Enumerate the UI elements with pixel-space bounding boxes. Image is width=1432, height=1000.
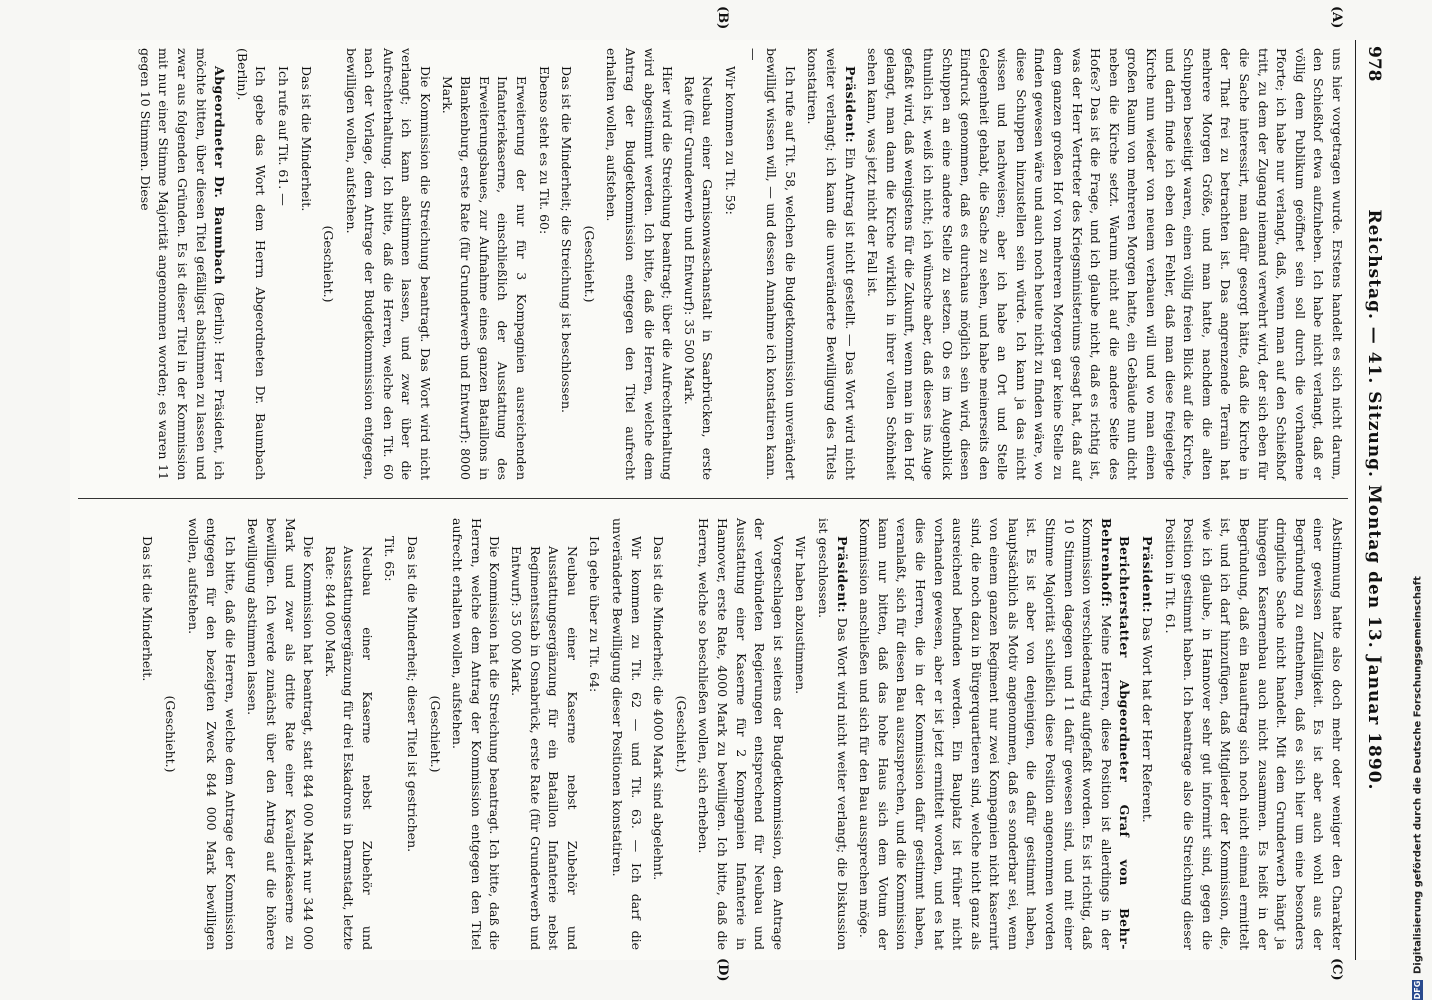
paragraph: Hier wird die Streichung beantragt; über die Aufrechterhaltung wird abgestimmt werden. Ich bitte, daß die Herren, welche dem Antrag der Budgetkommission entgegen den Titel aufrecht erhalten wollen, aufstehen.	[604, 48, 676, 480]
paragraph: Ich rufe auf Tit. 58, welchen die Budgetkommission unverändert bewilligt wissen will, — und dessen Annahme ich konstatiren kann. —	[745, 48, 798, 480]
margin-mark-d: (D)	[715, 958, 730, 982]
interjection: (Geschieht.)	[673, 695, 689, 773]
speech-text: Das Wort hat der Herr Referent.	[1140, 617, 1156, 823]
president-statement	[813, 518, 850, 950]
column-divider	[78, 498, 1348, 499]
speech-text: Meine Herren, diese Position ist allerdings in der Kommission verschiedenartig aufgefaßt worden. Es ist richtig, daß 10 Stimmen dagegen und 11 dafür gewesen sind, und mit einer Stimme Majorität schließlich diese Position angenommen worden ist. Es ist aber von denjenigen, die dafür gestimmt haben, hauptsächlich als Motiv angenommen, daß es sonderbar sei, wenn von einem ganzen Regiment nur zwei Kompagnien nicht kasernirt sind, die noch dazu in Bürgerquartieren sind, welche nicht ganz als ausreichend befunden werden. Ein Bauplatz ist früher nicht vorhanden gewesen, aber er ist jetzt ermittelt worden, und es hat dies die Herren, die in der Kommission dafür gestimmt haben, veranlaßt, sich für diesen Bau auszusprechen, und die Kommission kann nur bitten, daß das hohe Haus sich dem Votum der Kommission anschließen und sich für den Bau aussprechen möge.	[857, 518, 1114, 950]
speech-text: Ein Antrag ist nicht gestellt. — Das Wort wird nicht weiter verlangt; ich kann die unveränderte Bewilligung des Titels konstatiren.	[805, 48, 858, 480]
paragraph: Wir haben abzustimmen.	[793, 536, 809, 695]
interjection: (Geschieht.)	[581, 225, 597, 303]
budget-item: Neubau einer Kaserne nebst Zubehör und Ausstattungsergänzung für drei Eskadrons in Darmstadt, letzte Rate: 844 000 Mark.	[322, 546, 375, 950]
paragraph: Ebenso steht es zu Tit. 60:	[536, 66, 552, 235]
paragraph: Wir kommen zu Tit. 62 — und Tit. 63. — Ich darf die unveränderte Bewilligung dieser Positionen konstatiren.	[610, 518, 644, 950]
margin-mark-a: (A)	[1329, 6, 1344, 29]
paragraph: Die Kommission die Streichung beantragt. Das Wort wird nicht verlangt; ich kann abstimmen lassen, und zwar über die Aufrechterhaltung. Ich bitte, daß die Herren, welche den Tit. 60 nach der Vorlage, dem Antrage der Budgetkommission entgegen, bewilligen wollen, aufstehen.	[343, 48, 434, 480]
paragraph: Das ist die Minderheit; die 4000 Mark sind abgelehnt.	[651, 536, 667, 881]
margin-mark-b: (B)	[715, 6, 730, 30]
budget-item: Neubau einer Kaserne nebst Zubehör und Ausstattungsergänzung für ein Bataillon Infanterie nebst Regimentsstab in Osnabrück, erste Rate (für Grunderwerb und Entwurf): 35 000 Mark.	[509, 546, 580, 950]
budget-item: Erweiterung der nur für 3 Kompagnien ausreichenden Infanteriekaserne, einschließlich der Ausstattung des Erweiterungsbaues, zur Aufnahme eines ganzen Bataillons in Blankenburg, erste Rate (für Grunderwerb und Entwurf): 8000 Mark.	[439, 76, 530, 480]
speaker-name: Präsident:	[842, 66, 858, 144]
paragraph: Das ist die Minderheit.	[140, 536, 156, 682]
paragraph: Ich gehe über zu Tit. 64:	[587, 536, 603, 693]
page-number: 978	[1364, 46, 1384, 82]
speaker-name: Abgeordneter Dr. Baumbach	[212, 66, 228, 285]
interjection: (Geschieht.)	[162, 695, 178, 773]
interjection: (Geschieht.)	[321, 225, 337, 303]
paragraph: Ich gebe das Wort dem Herrn Abgeordneten Dr. Baumbach (Berlin).	[234, 48, 269, 480]
speaker-name: Berichterstatter Abgeordneter Graf von Behr-Behrenhoff:	[1098, 518, 1133, 950]
margin-mark-c: (C)	[1329, 958, 1344, 981]
paragraph: Wir kommen zu Tit. 59:	[723, 66, 738, 215]
running-title: Reichstag. — 41. Sitzung. Montag den 13. Januar 1890.	[1364, 209, 1384, 791]
document-page	[70, 6, 1390, 982]
paragraph: Das ist die Minderheit; dieser Titel ist gestrichen.	[405, 536, 421, 853]
right-column	[134, 518, 1346, 950]
interjection: (Geschieht.)	[427, 695, 443, 773]
paragraph: Ich bitte, daß die Herren, welche dem Antrage der Kommission entgegen für den bezeigten Zweck 844 000 Mark bewilligen wollen, aufstehen.	[185, 518, 238, 950]
speaker-name: Präsident:	[1140, 536, 1156, 614]
referent-statement	[855, 518, 1134, 950]
budget-item: Neubau einer Garnisonwaschanstalt in Saarbrücken, erste Rate (für Grunderwerb und Entwurf): 35 500 Mark.	[681, 76, 716, 480]
dfg-logo-icon: DFG	[1413, 980, 1422, 1000]
digitization-credit	[1412, 576, 1428, 1000]
speech-text: (Berlin): Herr Präsident, ich möchte bitten, über diesen Titel gefälligst abstimmen zu lassen und zwar aus folgenden Gründen. Es ist dieser Titel in der Kommission mit nur einer Stimme Majorität angenommen worden; es waren 11 gegen 10 Stimmen. Diese	[137, 48, 228, 480]
paragraph: Vorgeschlagen ist seitens der Budgetkommission, dem Antrage der verbündeten Regierungen entsprechend für Neubau und Ausstattung einer Kaserne für 2 Kompagnien Infanterie in Hannover, erste Rate, 4000 Mark zu bewilligen. Ich bitte, daß die Herren, welche so beschließen wollen, sich erheben.	[696, 518, 786, 950]
left-column	[131, 48, 1346, 480]
paragraph: Die Kommission hat beantragt, statt 844 000 Mark nur 344 000 Mark und zwar als dritte Rate einer Kavalleriekaserne zu bewilligen. Ich werde zunächst über den Antrag auf die höhere Bewilligung abstimmen lassen.	[245, 518, 317, 950]
president-statement	[1137, 518, 1156, 950]
paragraph: Ich rufe auf Tit. 61. —	[275, 66, 291, 206]
credit-text: Digitalisierung gefördert durch die Deutsche Forschungsgemeinschaft	[1412, 576, 1424, 974]
paragraph: Das ist die Minderheit.	[298, 66, 314, 212]
president-statement	[803, 48, 859, 480]
paragraph: Abstimmung hatte also doch mehr oder weniger den Charakter einer gewissen Zufälligkeit. Es ist aber auch wohl aus der Begründung zu entnehmen, daß es sich hier um eine besonders dringliche Sache nicht handelt. Mit dem Grunderwerb hängt ja hingegen Kasernenbau auch nicht zusammen. Es heißt in der Begründung, daß ein Bauauftrag sich noch nicht einmal ermittelt ist, und ich darf hinzufügen, daß Mitglieder der Kommission, die, wie ich glaube, in Hannover sehr gut informirt sind, gegen die Position gestimmt haben. Ich beantrage also die Streichung dieser Position in Tit. 61.	[1162, 518, 1345, 950]
baumbach-statement	[135, 48, 228, 480]
paragraph: Das ist die Minderheit; die Streichung ist beschlossen.	[559, 66, 575, 414]
page-header	[1355, 40, 1390, 960]
paragraph: Die Kommission hat die Streichung beantragt. Ich bitte, daß die Herren, welche dem Antrag der Kommission entgegen den Titel aufrecht erhalten wollen, aufstehen.	[450, 518, 503, 950]
speech-text: Das Wort wird nicht weiter verlangt; die Diskussion ist geschlossen.	[815, 518, 850, 950]
paragraph: uns hier vorgetragen wurde. Erstens handelt es sich nicht darum, den Schießhof etwa aufzuheben. Ich habe nicht verlangt, daß er völlig dem Publikum geöffnet sein soll durch die vorhandene Pforte; ich habe nur verlangt, daß, wenn man auf den Schießhof tritt, zu dem der Zugang niemand verwehrt wird, der sich eben für die Sache interessirt, man dafür gesorgt hätte, daß die Kirche in der That frei zu betrachten ist. Das angrenzende Terrain hat mehrere Morgen Größe, und man hatte, nachdem die alten Schuppen beseitigt waren, einen völlig freien Blick auf die Kirche, und darin finde ich eben den Fehler, daß man diese freigelegte Kirche nun wieder von neuem verbauen will und wo man einen großen Raum von mehreren Morgen hatte, ein Gebäude nun dicht neben die Kirche setzt. Warum nicht auf die andere Seite des Hofes? Das ist die Frage, und ich glaube nicht, daß es richtig ist, was der Herr Vertreter des Kriegsministeriums gesagt hat, daß auf dem ganzen großen Hof von mehreren Morgen gar keine Stelle zu finden gewesen wäre und auch noch heute nicht zu finden wäre, wo diese Schuppen hinzustellen sein würde. Ich kann ja das nicht wissen und nachweisen; aber ich habe an Ort und Stelle Gelegenheit gehabt, die Sache zu sehen, und habe meinerseits den Eindruck genommen, daß es durchaus möglich sein wird, diesen Schuppen an eine andere Stelle zu setzen. Ob es im Augenblick thunlich ist, weiß ich nicht; ich wünsche aber, daß dieses ins Auge gefaßt wird, daß wenigstens für die Zukunft, wenn man in den Hof gelangt, man dann die Kirche wirklich in ihrer vollen Schönheit sehen kann, was jetzt nicht der Fall ist.	[865, 48, 1345, 480]
speaker-name: Präsident:	[834, 536, 850, 614]
paragraph: Tit. 65:	[382, 536, 398, 582]
